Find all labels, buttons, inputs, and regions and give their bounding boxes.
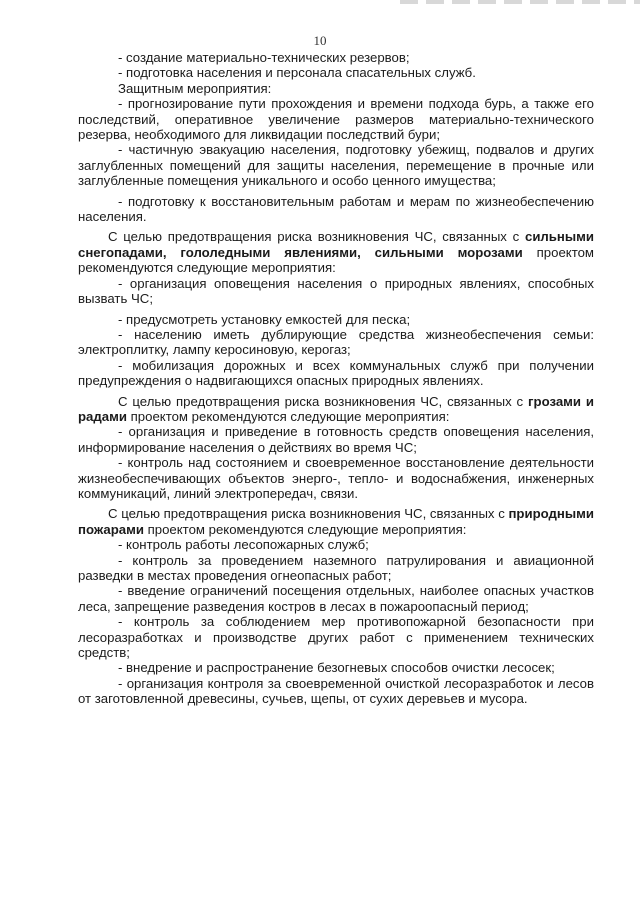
- paragraph-snow: [78, 229, 594, 275]
- paragraph-text: С целью предотвращения риска возникновения ЧС, связанных с: [118, 393, 529, 409]
- bold-phrase: грозами и радами: [78, 393, 594, 424]
- list-item: - предусмотреть установку емкостей для песка;: [118, 311, 411, 327]
- list-item: - мобилизация дорожных и всех коммунальных служб при получении предупреждения о надвигающихся опасных природных явлениях.: [78, 357, 594, 389]
- paragraph-text: проектом рекомендуются следующие мероприятия:: [143, 521, 467, 537]
- list-item: - подготовку к восстановительным работам и мерам по жизнеобеспечению населения.: [78, 193, 594, 225]
- list-item: - прогнозирование пути прохождения и времени подхода бурь, а также его последствий, оперативное увеличение размеров материально-технического резерва, необходимого для ликвидации последствий бури;: [78, 96, 594, 143]
- list-item: - населению иметь дублирующие средства жизнеобеспечения семьи: электроплитку, лампу керосиновую, керогаз;: [78, 326, 594, 358]
- page-number: 10: [313, 33, 327, 48]
- list-item: - внедрение и распространение безогневых способов очистки лесосек;: [118, 660, 555, 676]
- scan-artifact: [400, 0, 640, 4]
- list-item: - контроль за соблюдением мер противопожарной безопасности при лесоразработках и производстве других работ с применением технических средств;: [78, 614, 594, 661]
- paragraph-text: проектом рекомендуются следующие мероприятия:: [126, 408, 450, 424]
- bold-phrase: природными пожарами: [78, 506, 594, 537]
- paragraph-text: проектом рекомендуются следующие мероприятия:: [78, 244, 594, 276]
- list-item: - контроль работы лесопожарных служб;: [118, 537, 369, 553]
- list-item: - организация контроля за своевременной очисткой лесоразработок и лесов от заготовленной древесины, сучьев, щепы, от сухих деревьев и мусора.: [78, 675, 594, 707]
- list-item: - организация и приведение в готовность средств оповещения населения, информирование населения о действиях во время ЧС;: [78, 424, 594, 455]
- section-heading: Защитным мероприятия:: [118, 80, 272, 96]
- paragraph-text: С целью предотвращения риска возникновения ЧС, связанных с: [108, 229, 525, 245]
- list-item: - частичную эвакуацию населения, подготовку убежищ, подвалов и других заглубленных помещений для защиты населения, перемещение в прочные или заглубленные помещения уникального и особо ценного имущества;: [78, 142, 594, 189]
- paragraph-text: С целью предотвращения риска возникновения ЧС, связанных с: [108, 506, 509, 522]
- paragraph-fires: [78, 506, 594, 537]
- list-item: - контроль за проведением наземного патрулирования и авиационной разведки в местах проведения огнеопасных работ;: [78, 552, 594, 583]
- bold-phrase: сильными снегопадами, гололедными явлениями, сильными морозами: [78, 229, 594, 260]
- list-item: - контроль над состоянием и своевременное восстановление деятельности жизнеобеспечивающих объектов энерго-, тепло- и водоснабжения, инженерных коммуникаций, линий электропередач, связи.: [78, 455, 594, 501]
- document-body: [78, 50, 594, 707]
- list-item: - организация оповещения населения о природных явлениях, способных вызвать ЧС;: [78, 275, 594, 307]
- list-item: - создание материально-технических резервов;: [118, 50, 410, 65]
- list-item: - введение ограничений посещения отдельных, наиболее опасных участков леса, запрещение разведения костров в лесах в пожароопасный период;: [78, 583, 594, 614]
- list-item: - подготовка населения и персонала спасательных служб.: [118, 65, 476, 81]
- paragraph-storms: [78, 394, 594, 425]
